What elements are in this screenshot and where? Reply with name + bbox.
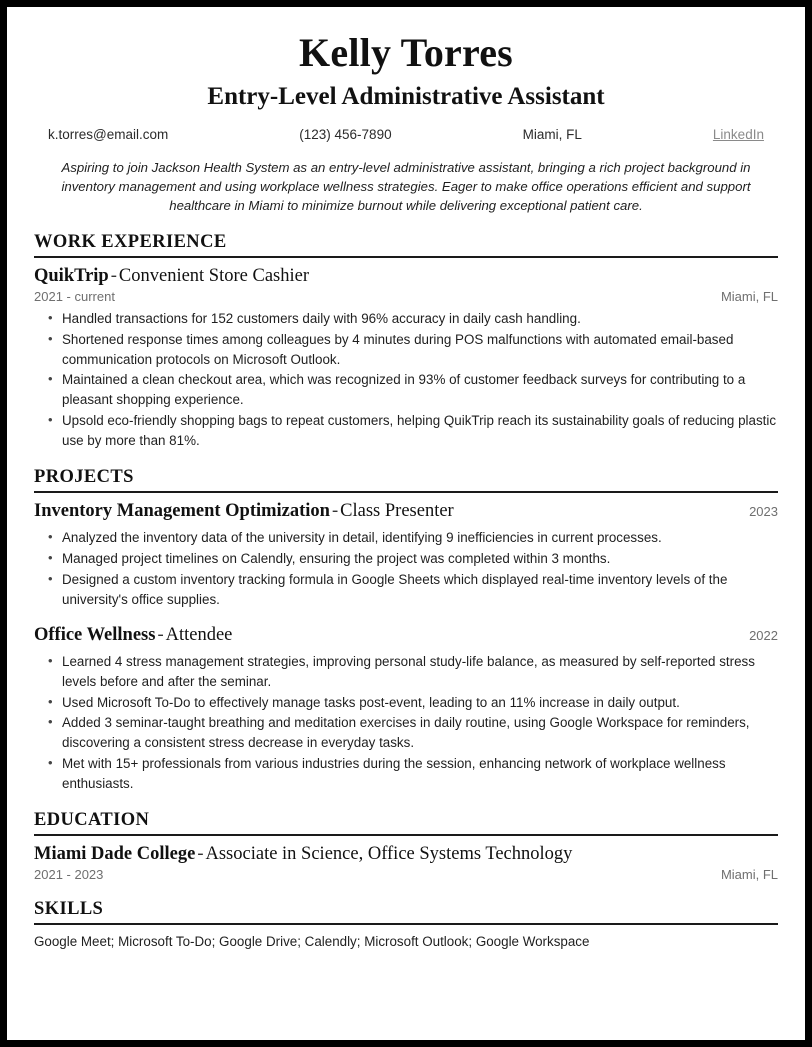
candidate-headline: Entry-Level Administrative Assistant xyxy=(207,82,605,110)
list-item: • Shortened response times among colleagues by 4 minutes during POS malfunctions with automated email-based communication protocols on Microsoft Outlook. xyxy=(34,330,778,369)
section-divider xyxy=(34,834,778,836)
title-separator: - xyxy=(197,844,204,865)
project-entry xyxy=(34,500,778,609)
section-divider xyxy=(34,491,778,493)
education-entry-meta xyxy=(34,867,778,882)
education-entry-school: Miami Dade College xyxy=(34,844,196,865)
list-item: • Designed a custom inventory tracking formula in Google Sheets which displayed real-time inventory levels of the university's office supplies. xyxy=(34,570,778,609)
work-entry-meta xyxy=(34,289,778,304)
list-item: • Upsold eco-friendly shopping bags to repeat customers, helping QuikTrip reach its sustainability goals of reducing plastic use by more than 81%. xyxy=(34,411,778,450)
contact-row xyxy=(48,127,764,142)
section-divider xyxy=(34,256,778,258)
work-entry-role: Convenient Store Cashier xyxy=(118,266,309,287)
project-entry-head xyxy=(34,500,778,523)
list-item: • Analyzed the inventory data of the university in detail, identifying 9 inefficiencies in current processes. xyxy=(34,528,778,548)
list-item: • Learned 4 stress management strategies, improving personal study-life balance, as measured by self-reported stress levels before and after the seminar. xyxy=(34,652,778,691)
work-entry-title xyxy=(34,265,309,288)
section-projects xyxy=(34,467,778,793)
project-entry-year: 2022 xyxy=(749,628,778,644)
candidate-name: Kelly Torres xyxy=(299,30,513,75)
section-title-work-experience: WORK EXPERIENCE xyxy=(34,232,227,253)
contact-phone[interactable]: (123) 456-7890 xyxy=(299,126,392,142)
section-skills xyxy=(34,899,778,952)
list-item: • Maintained a clean checkout area, which was recognized in 93% of customer feedback surveys for contributing to a pleasant shopping experience. xyxy=(34,370,778,409)
work-entry-location: Miami, FL xyxy=(720,289,778,305)
work-entry-bullets xyxy=(34,309,778,450)
professional-summary: Aspiring to join Jackson Health System as an entry-level administrative assistant, bringing a rich project background in inventory management and using workplace wellness strategies. Eager to make office operations efficient and support healthcare in Miami to minimize burnout while delivering exceptional patient care. xyxy=(61,159,751,214)
list-item: • Handled transactions for 152 customers daily with 96% accuracy in daily cash handling. xyxy=(34,309,778,329)
project-entry-title xyxy=(34,500,454,523)
section-education xyxy=(34,810,778,882)
section-work-experience xyxy=(34,232,778,450)
project-entry-year: 2023 xyxy=(749,504,778,520)
project-entry-name: Inventory Management Optimization xyxy=(34,501,330,522)
section-title-projects: PROJECTS xyxy=(34,467,134,488)
education-entry-head xyxy=(34,843,778,866)
section-divider xyxy=(34,923,778,925)
project-entry-bullets xyxy=(34,652,778,793)
contact-location: Miami, FL xyxy=(522,126,582,142)
section-title-education: EDUCATION xyxy=(34,810,150,831)
title-separator: - xyxy=(110,266,117,287)
project-entry-role: Class Presenter xyxy=(340,501,454,522)
list-item: • Added 3 seminar-taught breathing and meditation exercises in daily routine, using Google Workspace for reminders, discovering a consistent stress decrease in everyday tasks. xyxy=(34,713,778,752)
skills-list: Google Meet; Microsoft To-Do; Google Drive; Calendly; Microsoft Outlook; Google Workspace xyxy=(34,934,590,950)
title-separator: - xyxy=(157,625,164,646)
work-entry-organization: QuikTrip xyxy=(34,266,109,287)
project-entry-head xyxy=(34,624,778,647)
project-entry-bullets xyxy=(34,528,778,609)
section-title-skills: SKILLS xyxy=(34,899,104,920)
contact-email[interactable]: k.torres@email.com xyxy=(48,126,169,142)
contact-linkedin-link[interactable]: LinkedIn xyxy=(712,126,764,142)
list-item: • Managed project timelines on Calendly, ensuring the project was completed within 3 months. xyxy=(34,549,778,569)
education-entry-degree: Associate in Science, Office Systems Technology xyxy=(205,844,573,865)
project-entry-title xyxy=(34,624,232,647)
education-entry-dates: 2021 - 2023 xyxy=(34,867,104,883)
work-entry-dates: 2021 - current xyxy=(34,289,115,305)
list-item: • Met with 15+ professionals from various industries during the session, enhancing network of workplace wellness enthusiasts. xyxy=(34,754,778,793)
work-entry xyxy=(34,265,778,450)
project-entry-name: Office Wellness xyxy=(34,625,156,646)
title-separator: - xyxy=(331,501,339,522)
education-entry-title xyxy=(34,843,572,866)
list-item: • Used Microsoft To-Do to effectively manage tasks post-event, leading to an 11% increase in daily output. xyxy=(34,693,778,713)
education-entry-location: Miami, FL xyxy=(720,867,778,883)
project-entry xyxy=(34,624,778,793)
education-entry xyxy=(34,843,778,882)
resume-content xyxy=(7,7,805,952)
work-entry-head xyxy=(34,265,778,288)
resume-header xyxy=(34,31,778,142)
project-entry-role: Attendee xyxy=(165,625,233,646)
